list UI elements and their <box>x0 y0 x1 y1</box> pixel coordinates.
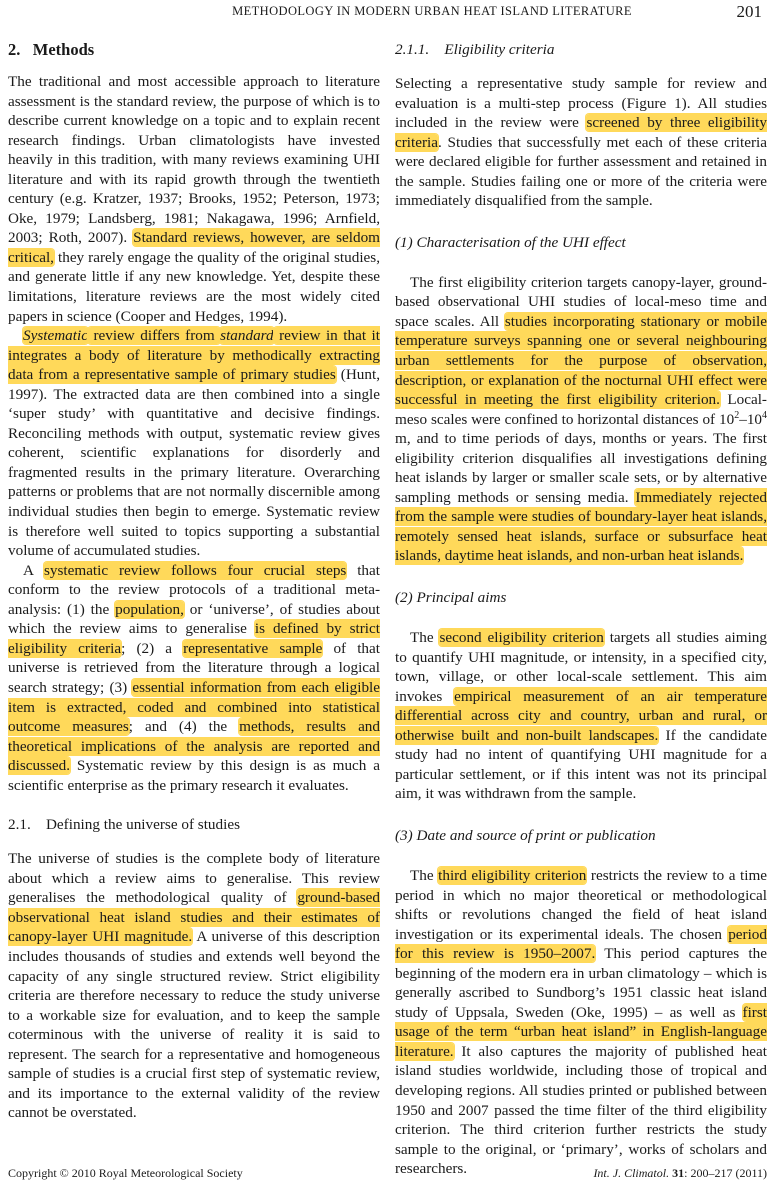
text-run: Selecting a representative study sample for review and evaluation is a multi-step process (Figure 1). All studies included in the review were <box>395 75 767 132</box>
right-column <box>395 40 767 1179</box>
text-run: ; and (4) the <box>128 718 240 736</box>
text-run: This period captures the beginning of the modern era in urban climatology – which is generally ascribed to Sundborg’s 1951 classic heat island study of Uppsala, Sweden (Oke, 1995) – as well as <box>395 945 767 1021</box>
highlighted-text: ground-based observational heat island studies and their estimates of canopy-layer UHI magnitude. <box>8 889 380 946</box>
text-run: or ‘universe’, of studies about which the review aims to generalise <box>8 600 380 638</box>
copyright-notice: Copyright © 2010 Royal Meteorological Society <box>8 1166 243 1180</box>
text-run: 4 <box>762 409 767 421</box>
text-run: of that universe is retrieved from the literature through a logical search strategy; (3) <box>8 639 380 696</box>
text-run: A universe of this description includes thousands of studies and extends well beyond the capacity of any single structured review. Strict eligibility criteria are therefore necessary to reduce the study universe to a workable size for evaluation, and to keep the sample coterminous with the universe of reality it is said to represent. The search for a representative and homogeneous sample of studies is a crucial first step of systematic review, and its importance to the external validity of the review cannot be overstated. <box>8 928 380 1122</box>
section-number: 2. <box>8 40 21 59</box>
subsection-title: Defining the universe of studies <box>45 816 240 834</box>
text-run: The <box>410 866 439 884</box>
running-title: METHODOLOGY IN MODERN URBAN HEAT ISLAND LITERATURE <box>232 4 632 18</box>
text-run: . Studies that successfully met each of these criteria were declared eligible for further assessment and retained in the sample. Studies failing one or more of the criteria were immediately disqualified from the sample. <box>395 133 767 210</box>
paragraph <box>395 74 767 211</box>
paragraph <box>8 326 380 561</box>
criterion-heading: (3) Date and source of print or publication <box>395 826 656 844</box>
text-run: restricts the review to a time period in which no major theoretical or methodological shifts or revolutions changed the field of heat island investigation or its experimental ideals. The chosen <box>395 866 767 943</box>
paragraph <box>395 628 767 804</box>
journal-volume: 31 <box>672 1166 685 1180</box>
highlighted-text: methods, results and theoretical implications of the analysis are reported and discussed. <box>8 718 380 775</box>
paragraph <box>8 849 380 1123</box>
paragraph <box>395 273 767 566</box>
highlighted-text: population, <box>115 600 184 618</box>
subsubsection-heading <box>395 40 767 60</box>
paragraph <box>395 866 767 1179</box>
text-run: Local-meso scales were confined to horizontal distances of 10 <box>395 391 767 428</box>
page-footer <box>8 1166 767 1182</box>
text-run: If the candidate study had no intent of quantifying UHI magnitude for a particular settlement, or if this intent was not its principal aim, it was withdrawn from the sample. <box>395 726 767 803</box>
highlighted-text: Standard reviews, however, are seldom critical, <box>8 229 380 266</box>
paragraph <box>8 561 380 796</box>
text-run: m, and to time periods of days, months or years. The first eligibility criterion disqualifies all investigations defining heat islands by larger or smaller scale sets, or by alternative sampling methods or sensing media. <box>395 430 767 506</box>
section-heading <box>8 40 380 60</box>
highlighted-text: period for this review is 1950–2007. <box>395 925 767 963</box>
text-run: Systematic review by this design is as much a scientific enterprise as the primary research it evaluates. <box>8 757 380 794</box>
highlighted-text: third eligibility criterion <box>438 866 587 884</box>
highlighted-text: studies incorporating stationary or mobile temperature surveys spanning one or several neighbouring urban settlements for the purpose of observation, description, or explanation of the nocturnal UHI effect were successful in meeting the first eligibility criterion. <box>395 312 767 409</box>
highlighted-text: screened by three eligibility criteria <box>395 114 767 151</box>
text-run: It also captures the majority of published heat island studies worldwide, including those of tropical and developing regions. All studies printed or published between 1950 and 2007 passed the time filter of the third eligibility criterion. The third criterion further restricts the study sample to the original, or ‘primary’, works of scholars and researchers. <box>395 1042 767 1178</box>
text-run: The <box>410 629 440 647</box>
page-number: 201 <box>736 2 762 21</box>
highlighted-text: review in that it integrates a body of literature by methodically extracting data from a representative sample of primary studies <box>8 327 380 384</box>
highlighted-text: second eligibility criterion <box>439 629 604 647</box>
highlighted-text: essential information from each eligible item is extracted, coded and combined into statistical outcome measures <box>8 678 380 736</box>
criterion-heading: (1) Characterisation of the UHI effect <box>395 233 626 251</box>
journal-citation <box>593 1166 767 1181</box>
text-run: targets all studies aiming to quantify UHI magnitude, or intensity, in a specified city, town, village, or other local-scale settlement. This aim invokes <box>395 629 767 705</box>
left-column <box>8 40 380 1123</box>
text-run: ; (2) a <box>121 639 184 657</box>
text-run: –10 <box>739 410 762 428</box>
text-run: The first eligibility criterion targets canopy-layer, ground-based observational UHI studies of local-meso time and space scales. All <box>395 273 767 330</box>
highlighted-text: first usage of the term “urban heat island” in English-language literature. <box>395 1003 767 1060</box>
text-run: (Hunt, 1997). The extracted data are then combined into a single ‘super study’ with quantitative and decisive findings. Reconciling methods with output, systematic review gives coherent, scientific explanations for disorderly and fragmented results in the primary literature. Overarching patterns or problems that are not normally discernible among individual studies then begin to emerge. Systematic review is therefore well suited to topics supporting a substantial volume of accumulated studies. <box>8 366 380 560</box>
journal-pages: : 200–217 (2011) <box>684 1166 767 1180</box>
journal-abbrev: Int. J. Climatol. <box>593 1166 670 1180</box>
highlighted-text: systematic review follows four crucial steps <box>44 561 347 579</box>
highlighted-text: representative sample <box>183 639 323 657</box>
text-run: The traditional and most accessible approach to literature assessment is the standard review, the purpose of which is to describe current knowledge on a topic and to explain recent research findings. Urban climatologists have invested heavily in this tradition, with many reviews examining UHI literature and with its rapid growth through the twentieth century (e.g. Kratzer, 1937; Brooks, 1952; Peterson, 1973; Oke, 1979; Landsberg, 1981; Nakagawa, 1996; Arnfield, 2003; Roth, 2007). <box>8 73 380 247</box>
text-run: that conform to the review protocols of a traditional meta-analysis: (1) the <box>8 561 380 618</box>
highlighted-text: empirical measurement of an air temperature differential across city and country, urban and rural, or otherwise built and non-built landscapes. <box>395 687 768 744</box>
highlighted-text: review differs from <box>87 327 221 345</box>
highlighted-text: Immediately rejected from the sample were studies of boundary-layer heat islands, remotely sensed heat islands, surface or subsurface heat islands, daytime heat islands, and non-urban heat islands. <box>395 488 767 565</box>
text-run: A <box>23 561 44 579</box>
text-run: they rarely engage the quality of the original studies, and generate little if any new knowledge. Yet, despite these limitations, literature reviews are the most widely cited papers in science (Cooper and Hedges, 1994). <box>8 248 380 325</box>
section-title: Methods <box>32 40 95 59</box>
paragraph <box>8 72 380 326</box>
text-run: 2 <box>734 409 740 421</box>
subsubsection-title: Eligibility criteria <box>444 41 555 58</box>
criterion-heading: (2) Principal aims <box>395 589 507 607</box>
subsection-number: 2.1. <box>8 816 31 834</box>
running-header <box>0 4 774 26</box>
highlighted-text: is defined by strict eligibility criteria <box>8 620 380 657</box>
text-run: The universe of studies is the complete body of literature about which a review aims to generalise. This review generalises the methodological quality of <box>8 850 380 907</box>
subsubsection-number: 2.1.1. <box>395 41 430 58</box>
highlighted-text: standard <box>220 327 274 345</box>
subsection-heading <box>8 815 380 835</box>
highlighted-text: Systematic <box>23 327 88 345</box>
